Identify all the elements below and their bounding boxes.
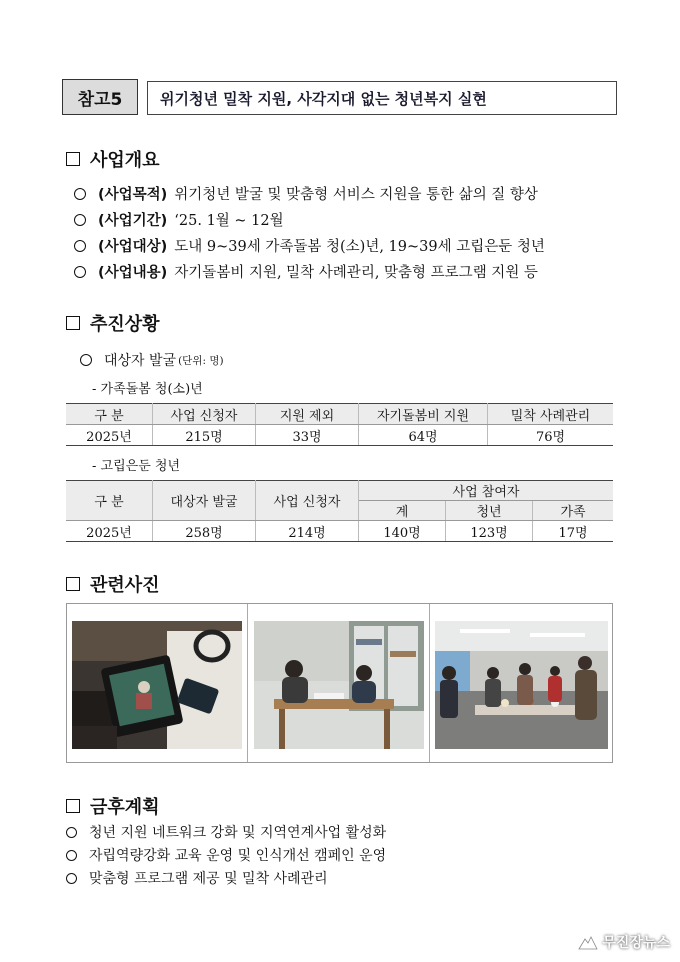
unit-label: (단위: 명) [178,354,224,367]
square-bullet-icon [66,316,80,330]
section-heading-overview [66,146,160,172]
circle-bullet-icon [74,188,86,200]
square-bullet-icon [66,152,80,166]
table-cell: 215명 [153,425,256,446]
photo-divider [247,604,248,762]
table1-caption: - 가족돌봄 청(소)년 [92,382,203,397]
mountain-logo-icon [578,933,598,951]
plan-item-text: 자립역량강화 교육 운영 및 인식개선 캠페인 운영 [89,848,387,864]
table-header-cell: 지원 제외 [256,404,359,425]
table-header-cell: 밀착 사례관리 [488,404,614,425]
progress-item [80,350,224,370]
table-cell: 2025년 [66,521,153,542]
photo-divider [429,604,430,762]
overview-text: 자기돌봄비 지원, 밀착 사례관리, 맞춤형 프로그램 지원 등 [174,265,538,281]
tablet-photo [72,621,242,749]
section-heading-progress [66,310,160,336]
family-care-table [66,403,613,446]
table-cell: 33명 [256,425,359,446]
plan-item [66,822,386,842]
photo-panel [66,603,613,763]
overview-text: ‘25. 1월 ~ 12월 [174,213,284,229]
table-cell: 123명 [446,521,533,542]
section-heading-text: 관련사진 [90,575,160,596]
square-bullet-icon [66,577,80,591]
circle-bullet-icon [74,240,86,252]
circle-bullet-icon [74,214,86,226]
section-heading-text: 사업개요 [90,150,160,171]
table2-caption: - 고립은둔 청년 [92,459,181,474]
circle-bullet-icon [66,850,77,861]
progress-item-text: 대상자 발굴 [104,353,177,369]
watermark [578,932,670,952]
table-header-cell: 사업 참여자 [359,481,614,501]
isolated-youth-table [66,480,613,542]
table-cell: 64명 [359,425,488,446]
watermark-text: 무진장뉴스 [602,935,670,951]
table-subheader-cell: 청년 [446,501,533,521]
overview-label: (사업내용) [98,265,168,281]
table-cell: 214명 [256,521,359,542]
square-bullet-icon [66,799,80,813]
overview-label: (사업기간) [98,213,168,229]
counseling-photo [254,621,424,749]
table-cell: 2025년 [66,425,153,446]
table-header-cell: 구 분 [66,404,153,425]
table-cell: 17명 [533,521,614,542]
table-header-cell: 구 분 [66,481,153,521]
overview-item [74,183,538,204]
section-heading-plan [66,793,160,819]
section-heading-text: 추진상황 [90,314,160,335]
circle-bullet-icon [80,354,92,366]
plan-item [66,868,328,888]
overview-text: 도내 9~39세 가족돌봄 청(소)년, 19~39세 고립은둔 청년 [174,239,545,255]
reference-tag: 참고5 [62,79,138,115]
table-cell: 76명 [488,425,614,446]
table-header-cell: 사업 신청자 [153,404,256,425]
table-cell: 258명 [153,521,256,542]
table-header-cell: 사업 신청자 [256,481,359,521]
overview-label: (사업대상) [98,239,168,255]
plan-item [66,845,386,865]
circle-bullet-icon [74,266,86,278]
overview-text: 위기청년 발굴 및 맞춤형 서비스 지원을 통한 삶의 질 향상 [174,187,538,203]
table-header-cell: 자기돌봄비 지원 [359,404,488,425]
overview-item [74,209,284,230]
plan-item-text: 맞춤형 프로그램 제공 및 밀착 사례관리 [89,871,328,887]
table-header-cell: 대상자 발굴 [153,481,256,521]
circle-bullet-icon [66,827,77,838]
overview-label: (사업목적) [98,187,168,203]
overview-item [74,235,545,256]
table-subheader-cell: 계 [359,501,446,521]
cooking-class-photo [435,621,608,749]
plan-item-text: 청년 지원 네트워크 강화 및 지역연계사업 활성화 [89,825,387,841]
section-heading-text: 금후계획 [90,797,160,818]
table-cell: 140명 [359,521,446,542]
table-subheader-cell: 가족 [533,501,614,521]
document-title: 위기청년 밀착 지원, 사각지대 없는 청년복지 실현 [147,81,617,115]
circle-bullet-icon [66,873,77,884]
section-heading-photos [66,571,160,597]
overview-item [74,261,538,282]
